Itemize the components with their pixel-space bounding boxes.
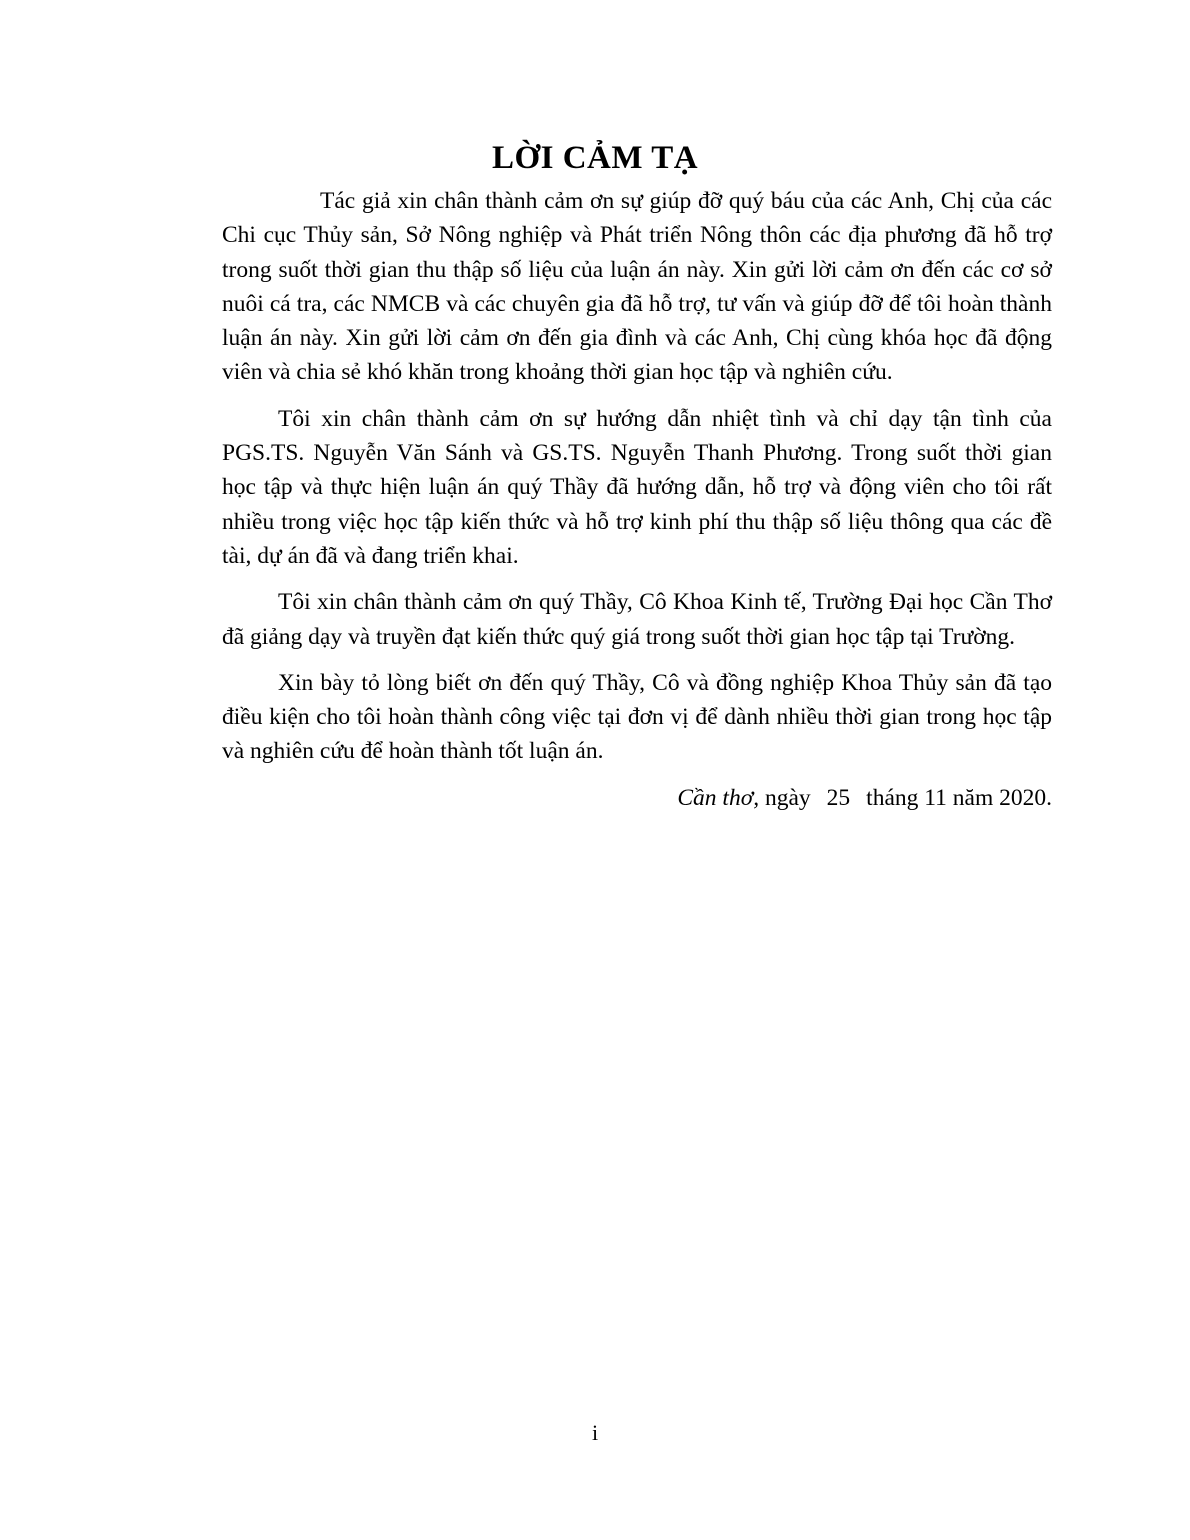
day-value: 25 — [826, 784, 851, 811]
paragraph-2: Tôi xin chân thành cảm ơn sự hướng dẫn nhiệt tình và chỉ dạy tận tình của PGS.TS. Nguyễn Văn Sánh và GS.TS. Nguyễn Thanh Phương. Trong suốt thời gian học tập và thực hiện luận án quý Thầy đã hướng dẫn, hỗ trợ và động viên cho tôi rất nhiều trong việc học tập kiến thức và hỗ trợ kinh phí thu thập số liệu thông qua các đề tài, dự án đã và đang triển khai. — [222, 405, 1052, 569]
acknowledgement-body — [222, 184, 1052, 815]
year-label: năm — [952, 784, 994, 811]
signature-place: Cần thơ, — [677, 784, 760, 811]
month-label: tháng — [866, 784, 919, 811]
day-label: ngày — [764, 784, 811, 811]
page-number: i — [591, 1420, 599, 1445]
paragraph-4: Xin bày tỏ lòng biết ơn đến quý Thầy, Cô và đồng nghiệp Khoa Thủy sản đã tạo điều kiện cho tôi hoàn thành công việc tại đơn vị để dành nhiều thời gian trong học tập và nghiên cứu để hoàn thành tốt luận án. — [222, 669, 1052, 765]
paragraph-3: Tôi xin chân thành cảm ơn quý Thầy, Cô Khoa Kinh tế, Trường Đại học Cần Thơ đã giảng dạy và truyền đạt kiến thức quý giá trong suốt thời gian học tập tại Trường. — [222, 589, 1052, 650]
signature-date-line — [222, 781, 1052, 815]
month-value: 11 — [924, 784, 947, 811]
page-title: LỜI CẢM TẠ — [491, 140, 699, 176]
paragraph-1: Tác giả xin chân thành cảm ơn sự giúp đỡ quý báu của các Anh, Chị của các Chi cục Thủy sản, Sở Nông nghiệp và Phát triển Nông thôn các địa phương đã hỗ trợ trong suốt thời gian thu thập số liệu của luận án này. Xin gửi lời cảm ơn đến các cơ sở nuôi cá tra, các NMCB và các chuyên gia đã hỗ trợ, tư vấn và giúp đỡ để tôi hoàn thành luận án này. Xin gửi lời cảm ơn đến gia đình và các Anh, Chị cùng khóa học đã động viên và chia sẻ khó khăn trong khoảng thời gian học tập và nghiên cứu. — [222, 188, 1052, 386]
year-value: 2020. — [999, 784, 1052, 811]
